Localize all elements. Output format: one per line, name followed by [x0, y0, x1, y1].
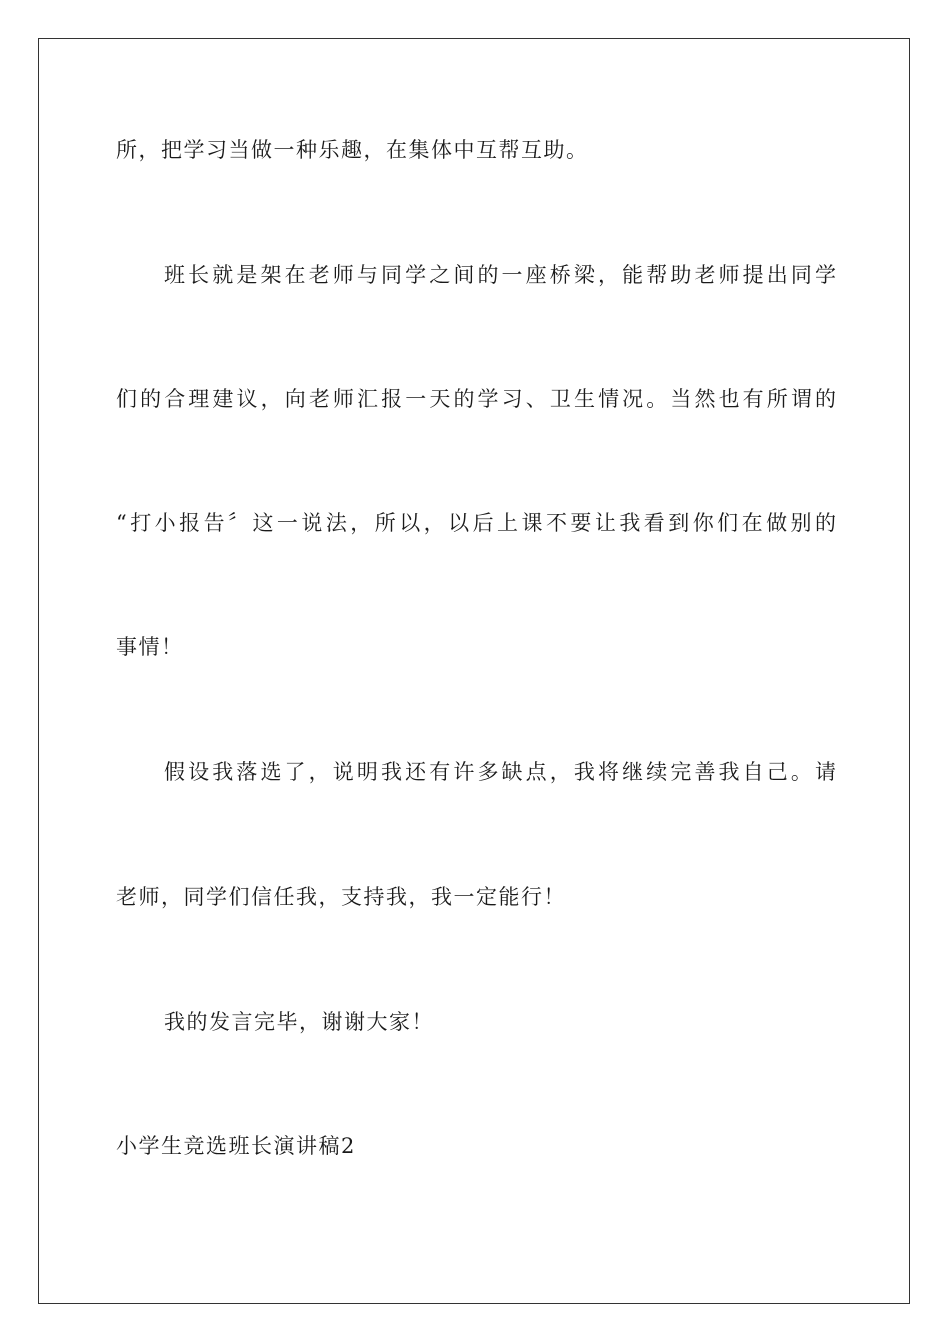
paragraph-line: 事情！: [116, 635, 184, 659]
paragraph-line: 老师，同学们信任我，支持我，我一定能行！: [116, 885, 566, 909]
paragraph-line: 班长就是架在老师与同学之间的一座桥梁，能帮助老师提出同学: [164, 263, 836, 287]
paragraph-line: “打小报告〞这一说法，所以，以后上课不要让我看到你们在做别的: [116, 511, 836, 535]
paragraph-line: 假设我落选了，说明我还有许多缺点，我将继续完善我自己。请: [164, 760, 836, 784]
paragraph-line: 所，把学习当做一种乐趣，在集体中互帮互助。: [116, 138, 589, 162]
page-frame: [38, 38, 910, 1304]
section-heading: 小学生竞选班长演讲稿2: [116, 1134, 356, 1158]
paragraph-line: 们的合理建议，向老师汇报一天的学习、卫生情况。当然也有所谓的: [116, 387, 836, 411]
paragraph-line: 我的发言完毕，谢谢大家！: [164, 1010, 434, 1034]
